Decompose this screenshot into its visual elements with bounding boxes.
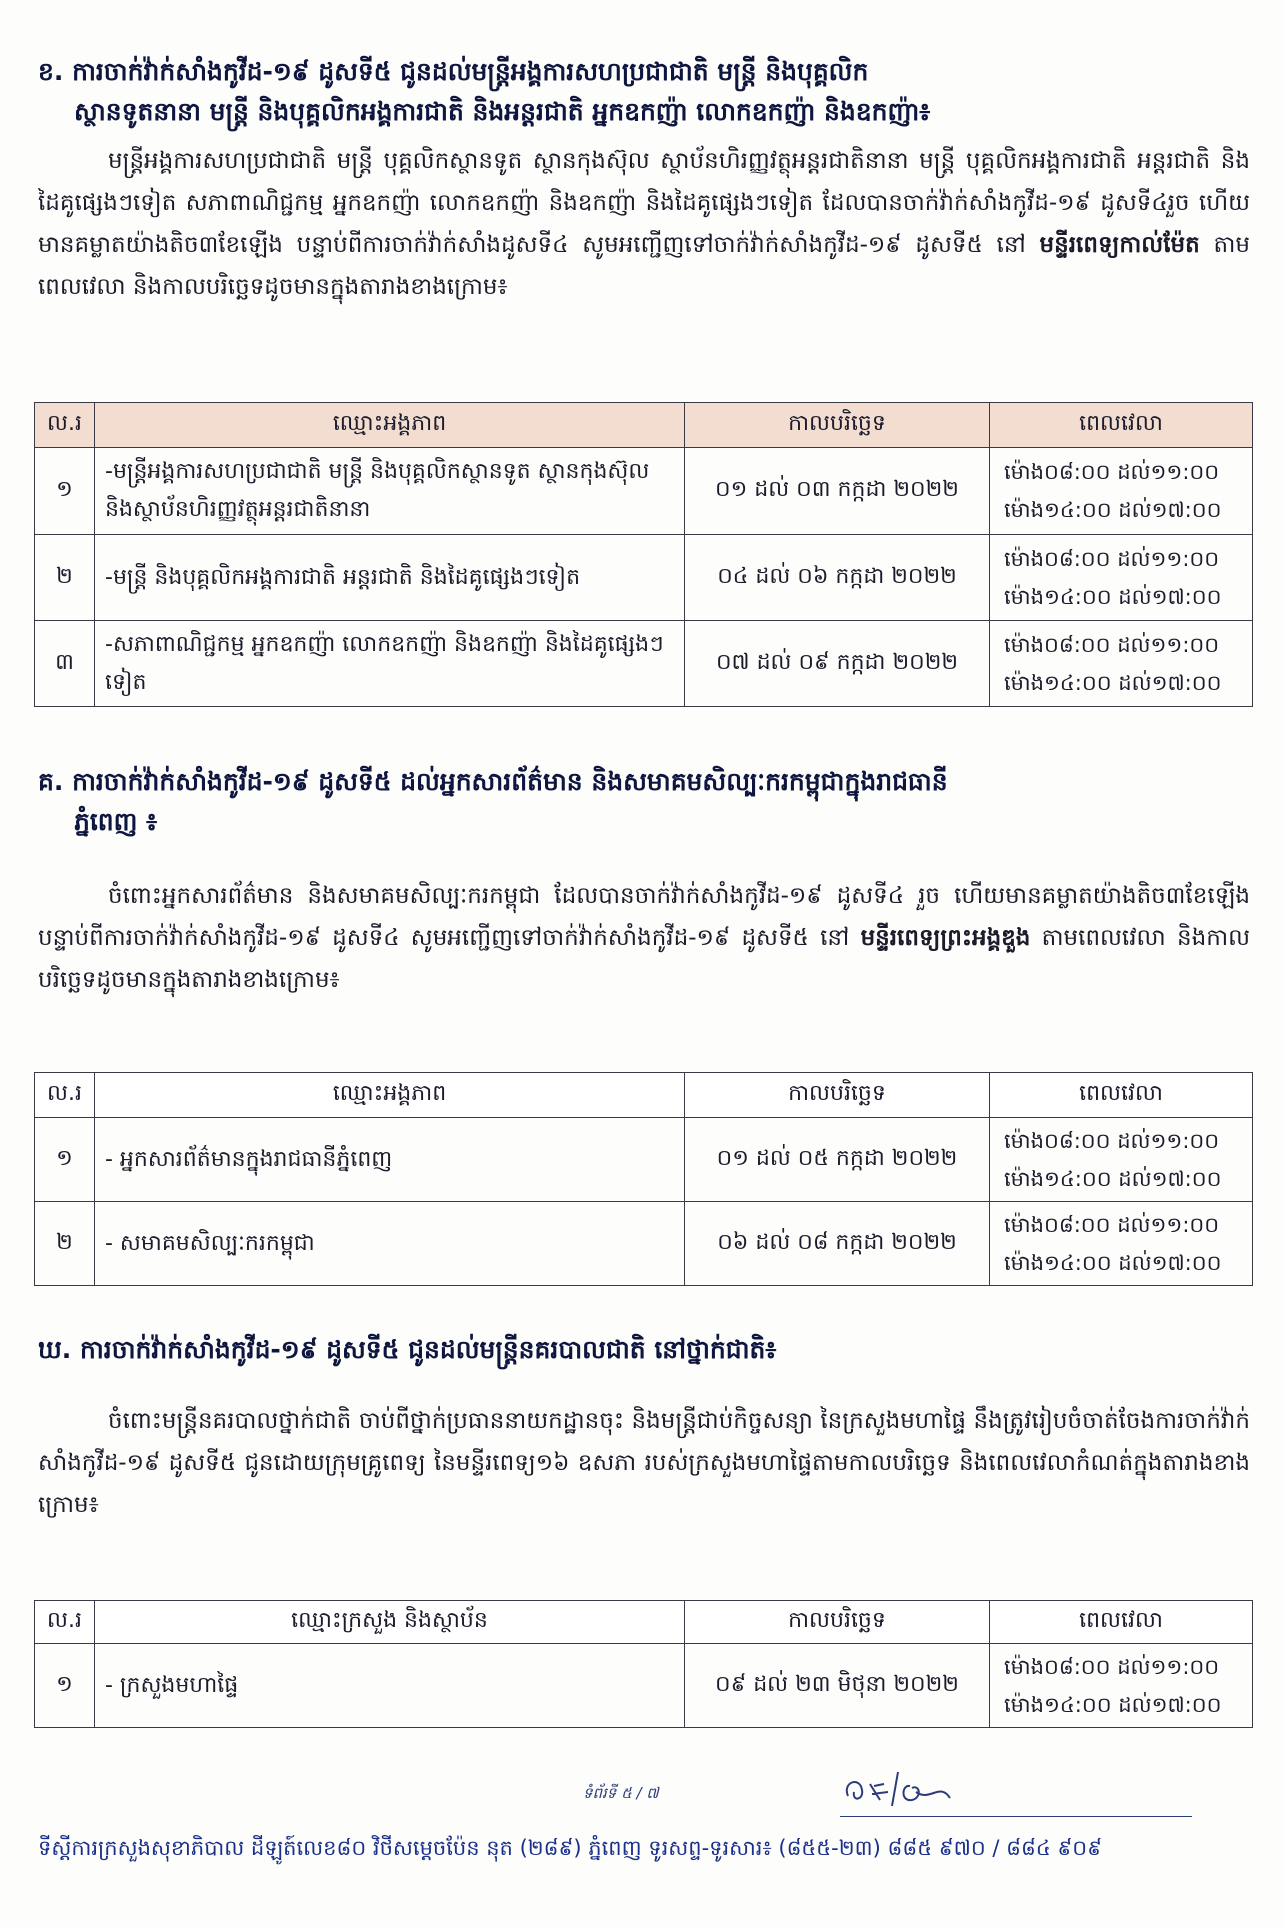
- table-row: ៣ -សភាពាណិជ្ជកម្ម អ្នកឧកញ៉ា លោកឧកញ៉ា និងឧកញ៉ា និងដៃគូផ្សេងៗទៀត ០៧ ដល់ ០៩ កក្កដា ២០២២ ម៉ោង០៨:០០ ដល់១១:០០ ម៉ោង១៤:០០ ដល់១៧:០០: [35, 621, 1253, 707]
- schedule-table-kh: [34, 402, 1253, 707]
- table-header-row: [35, 1073, 1253, 1118]
- col-header-name: ឈ្មោះអង្គភាព: [95, 1073, 685, 1118]
- schedule-table-ngor: [34, 1600, 1253, 1728]
- heading-line: ភ្នំពេញ ៖: [74, 807, 158, 836]
- signature-mark: [840, 1762, 980, 1812]
- hospital-name: មន្ទីរពេទ្យព្រះអង្គឌួង: [860, 925, 1031, 951]
- col-header-date: កាលបរិច្ឆេទ: [685, 1601, 990, 1644]
- section-paragraph-kh: មន្ត្រីអង្គការសហប្រជាជាតិ មន្ត្រី បុគ្គលិកស្ថានទូត ស្ថានកុងស៊ុល ស្ថាប័នហិរញ្ញវត្ថុអន្តរជាតិនានា មន្ត្រី បុគ្គលិកអង្គការជាតិ អន្តរជាតិ និងដៃគូផ្សេងៗទៀត សភាពាណិជ្ជកម្ម អ្នកឧកញ៉ា លោកឧកញ៉ា និងឧកញ៉ា និងដៃគូផ្សេងៗទៀត ដែលបានចាក់វ៉ាក់សាំងកូវីដ-១៩ ដូសទី៤រួច ហើយមានគម្លាតយ៉ាងតិច៣ខែឡើង បន្ទាប់ពីការចាក់វ៉ាក់សាំងដូសទី៤ សូមអញ្ជើញទៅចាក់វ៉ាក់សាំងកូវីដ-១៩ ដូសទី៥ នៅ មន្ទីរពេទ្យកាល់ម៉ែត តាមពេលវេលា និងកាលបរិច្ឆេទដូចមានក្នុងតារាងខាងក្រោម៖: [38, 148, 1250, 300]
- heading-line: គ. ការចាក់វ៉ាក់សាំងកូវីដ-១៩ ដូសទី៥ ដល់អ្នកសារព័ត៌មាន និងសមាគមសិល្បៈករកម្ពុជាក្នុងរាជធានី: [38, 767, 948, 796]
- section-paragraph-ngor: ចំពោះមន្ត្រីនគរបាលថ្នាក់ជាតិ ចាប់ពីថ្នាក់ប្រធាននាយកដ្ឋានចុះ និងមន្ត្រីជាប់កិច្ចសន្យា នៃក្រសួងមហាផ្ទៃ នឹងត្រូវរៀបចំចាត់ចែងការចាក់វ៉ាក់សាំងកូវីដ-១៩ ដូសទី៥ ជូនដោយក្រុមគ្រូពេទ្យ នៃមន្ទីរពេទ្យ១៦ ឧសភា របស់ក្រសួងមហាផ្ទៃតាមកាលបរិច្ឆេទ និងពេលវេលាកំណត់ក្នុងតារាងខាងក្រោម៖: [38, 1408, 1250, 1518]
- section-heading-ngor: [38, 1330, 1248, 1370]
- col-header-no: ល.រ: [35, 403, 95, 448]
- footer-address: ទីស្តីការក្រសួងសុខាភិបាល ដីឡូត៍លេខ៨០ វិថីសម្តេចប៉ែន នុត (២៨៩) ភ្នំពេញ ទូរសព្ទ-ទូរសារ៖ (៨៥៥-២៣) ៨៨៥ ៩៧០ / ៨៨៤ ៩០៩: [38, 1836, 1103, 1860]
- table-row: ១ -មន្ត្រីអង្គការសហប្រជាជាតិ មន្ត្រី និងបុគ្គលិកស្ថានទូត ស្ថានកុងស៊ុល និងស្ថាប័នហិរញ្ញវត្ថុអន្តរជាតិនានា ០១ ដល់ ០៣ កក្កដា ២០២២ ម៉ោង០៨:០០ ដល់១១:០០ ម៉ោង១៤:០០ ដល់១៧:០០: [35, 448, 1253, 535]
- footer-divider: [840, 1816, 1192, 1817]
- heading-line: ខ. ការចាក់វ៉ាក់សាំងកូវីដ-១៩ ដូសទី៥ ជូនដល់មន្ត្រីអង្គការសហប្រជាជាតិ មន្ត្រី និងបុគ្គលិក: [38, 57, 869, 86]
- page-number: ទំព័រទី ៥ / ៧: [583, 1784, 659, 1802]
- hospital-name: មន្ទីរពេទ្យកាល់ម៉ែត: [1039, 232, 1200, 258]
- heading-line: ស្ថានទូតនានា មន្ត្រី និងបុគ្គលិកអង្គការជាតិ និងអន្តរជាតិ អ្នកឧកញ៉ា លោកឧកញ៉ា និងឧកញ៉ា៖: [74, 97, 931, 126]
- col-header-no: ល.រ: [35, 1073, 95, 1118]
- col-header-date: កាលបរិច្ឆេទ: [685, 1073, 990, 1118]
- schedule-table-kor: [34, 1072, 1253, 1286]
- col-header-no: ល.រ: [35, 1601, 95, 1644]
- col-header-date: កាលបរិច្ឆេទ: [685, 403, 990, 448]
- col-header-name: ឈ្មោះក្រសួង និងស្ថាប័ន: [95, 1601, 685, 1644]
- col-header-name: ឈ្មោះអង្គភាព: [95, 403, 685, 448]
- table-header-row: [35, 1601, 1253, 1644]
- table-row: ២ - សមាគមសិល្បៈករកម្ពុជា ០៦ ដល់ ០៨ កក្កដា ២០២២ ម៉ោង០៨:០០ ដល់១១:០០ ម៉ោង១៤:០០ ដល់១៧:០០: [35, 1202, 1253, 1286]
- heading-line: ឃ. ការចាក់វ៉ាក់សាំងកូវីដ-១៩ ដូសទី៥ ជូនដល់មន្ត្រីនគរបាលជាតិ នៅថ្នាក់ជាតិ៖: [38, 1335, 777, 1364]
- table-row: ១ - ក្រសួងមហាផ្ទៃ ០៩ ដល់ ២៣ មិថុនា ២០២២ ម៉ោង០៨:០០ ដល់១១:០០ ម៉ោង១៤:០០ ដល់១៧:០០: [35, 1644, 1253, 1728]
- col-header-time: ពេលវេលា: [990, 403, 1253, 448]
- table-header-row: [35, 403, 1253, 448]
- table-row: ២ -មន្ត្រី និងបុគ្គលិកអង្គការជាតិ អន្តរជាតិ និងដៃគូផ្សេងៗទៀត ០៤ ដល់ ០៦ កក្កដា ២០២២ ម៉ោង០៨:០០ ដល់១១:០០ ម៉ោង១៤:០០ ដល់១៧:០០: [35, 535, 1253, 621]
- section-paragraph-kor: ចំពោះអ្នកសារព័ត៌មាន និងសមាគមសិល្បៈករកម្ពុជា ដែលបានចាក់វ៉ាក់សាំងកូវីដ-១៩ ដូសទី៤ រួច ហើយមានគម្លាតយ៉ាងតិច៣ខែឡើង បន្ទាប់ពីការចាក់វ៉ាក់សាំងកូវីដ-១៩ ដូសទី៤ សូមអញ្ជើញទៅចាក់វ៉ាក់សាំងកូវីដ-១៩ ដូសទី៥ នៅ មន្ទីរពេទ្យព្រះអង្គឌួង តាមពេលវេលា និងកាលបរិច្ឆេទដូចមានក្នុងតារាងខាងក្រោម៖: [38, 883, 1250, 993]
- col-header-time: ពេលវេលា: [990, 1601, 1253, 1644]
- col-header-time: ពេលវេលា: [990, 1073, 1253, 1118]
- section-heading-kor: [38, 762, 1248, 842]
- table-row: ១ - អ្នកសារព័ត៌មានក្នុងរាជធានីភ្នំពេញ ០១ ដល់ ០៥ កក្កដា ២០២២ ម៉ោង០៨:០០ ដល់១១:០០ ម៉ោង១៤:០០ ដល់១៧:០០: [35, 1118, 1253, 1202]
- section-heading-kh: [38, 52, 1248, 132]
